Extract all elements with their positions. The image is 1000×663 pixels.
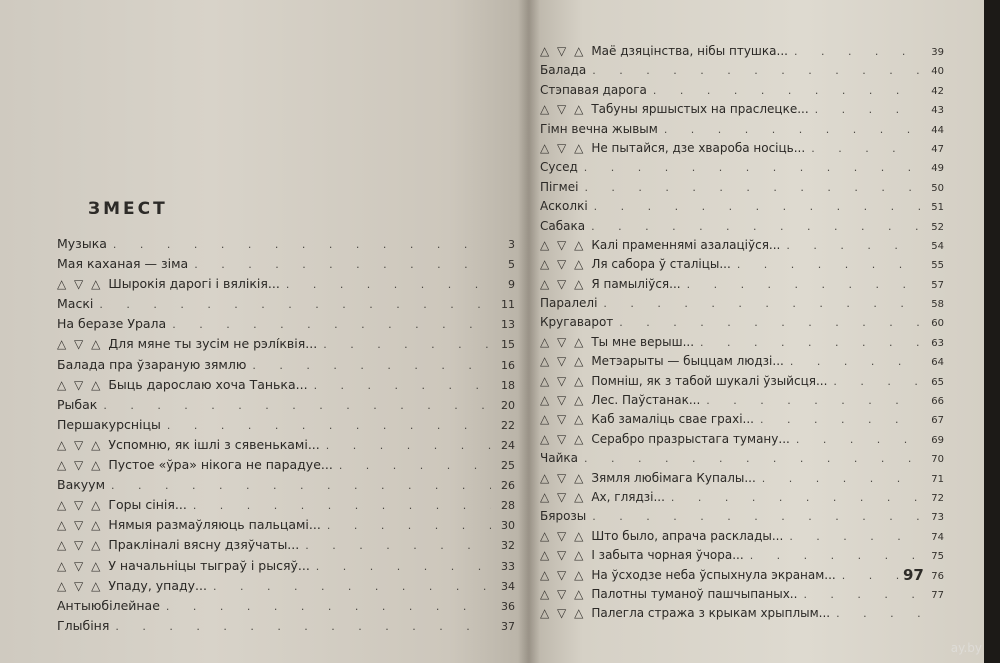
toc-entry-title: Музыка: [57, 236, 107, 251]
toc-entry-title: Маскі: [57, 296, 94, 312]
dot-leader: [103, 399, 491, 412]
toc-entry-page: 26: [501, 479, 515, 493]
toc-entry-page: 52: [931, 221, 944, 233]
toc-entry: [540, 529, 944, 548]
triangle-marker-icon: △ ▽ △: [540, 354, 586, 369]
dot-leader: [99, 298, 491, 311]
toc-entry-page: 3: [508, 238, 515, 251]
toc-entry-page: 37: [501, 619, 515, 633]
triangle-marker-icon: △ ▽ △: [57, 377, 103, 392]
toc-entry-title: Успомню, як ішлі з сявенькамі...: [108, 436, 320, 452]
toc-entry-page: 34: [501, 579, 515, 593]
toc-entry-title: Шырокія дарогі і вялікія...: [108, 276, 280, 292]
toc-entry-title: Палегла стража з крыкам хрыплым...: [591, 606, 831, 621]
dot-leader: [111, 479, 491, 492]
toc-entry-title: Помніш, як з табой шукалі ўзыйсця...: [591, 373, 828, 388]
triangle-marker-icon: △ ▽ △: [57, 538, 103, 553]
toc-entry-page: 15: [501, 338, 515, 352]
toc-entry: [57, 397, 515, 417]
dot-leader: [339, 459, 491, 472]
toc-entry: [540, 180, 944, 199]
toc-entry-title: Антыюбілейнае: [57, 597, 160, 613]
dot-leader: [323, 338, 491, 351]
toc-entry-title: Рыбак: [57, 396, 98, 412]
toc-entry-page: 24: [501, 438, 515, 452]
triangle-marker-icon: △ ▽ △: [540, 528, 586, 543]
toc-entry-title: Першакурсніцы: [57, 416, 161, 432]
dot-leader: [762, 472, 920, 485]
toc-entry-page: 44: [931, 124, 944, 136]
triangle-marker-icon: △ ▽ △: [540, 548, 586, 563]
toc-entry-page: 70: [931, 454, 944, 466]
toc-entry: [540, 471, 944, 490]
background-edge: [984, 0, 1000, 663]
toc-entry-page: 74: [931, 531, 944, 543]
toc-entry-title: Горы сінія...: [108, 497, 187, 513]
toc-entry-title: Я памыліўся...: [591, 276, 681, 291]
toc-entry-title: Балада: [540, 63, 587, 78]
toc-entry-page: 32: [501, 539, 515, 553]
toc-entry-page: 43: [931, 105, 944, 117]
toc-entry-page: 73: [931, 512, 944, 524]
page-number: 97: [903, 566, 924, 584]
toc-entry-title: Калі праменнямі азалаціўся...: [591, 237, 781, 252]
toc-entry-title: Мая каханая — зіма: [57, 256, 189, 272]
toc-entry: [57, 236, 515, 256]
toc-entry-title: Вакуум: [57, 477, 106, 493]
triangle-marker-icon: △ ▽ △: [57, 518, 103, 533]
toc-entry: [540, 374, 944, 393]
toc-entry-page: 47: [931, 143, 944, 155]
toc-entry-page: 60: [931, 318, 944, 330]
toc-entry-page: 25: [501, 459, 515, 473]
toc-entry-title: Стэпавая дарога: [540, 82, 647, 97]
dot-leader: [687, 278, 920, 291]
triangle-marker-icon: △ ▽ △: [540, 257, 586, 272]
triangle-marker-icon: △ ▽ △: [540, 489, 586, 504]
toc-entry: [540, 432, 944, 451]
toc-entry-title: Чайка: [540, 451, 578, 466]
dot-leader: [314, 379, 491, 392]
triangle-marker-icon: △ ▽ △: [57, 337, 103, 352]
toc-entry: [540, 412, 944, 431]
toc-entry-page: 51: [931, 202, 944, 214]
toc-entry-title: Сусед: [540, 160, 578, 175]
toc-entry-page: 49: [931, 163, 944, 175]
triangle-marker-icon: △ ▽ △: [57, 437, 103, 452]
toc-entry-page: 64: [931, 357, 944, 369]
dot-leader: [113, 238, 491, 251]
toc-entry: [540, 160, 944, 179]
toc-entry: [57, 276, 515, 296]
toc-entry-page: 54: [931, 240, 944, 252]
triangle-marker-icon: △ ▽ △: [540, 606, 586, 621]
dot-leader: [794, 45, 920, 58]
dot-leader: [760, 413, 920, 426]
toc-entry-title: На беразе Урала: [57, 316, 167, 332]
toc-entry-title: Балада пра ўзараную зямлю: [57, 356, 247, 372]
toc-entry-title: Каб замаліць свае грахі...: [591, 412, 754, 427]
dot-leader: [664, 123, 920, 136]
toc-left-column: [57, 236, 515, 638]
toc-title: ЗМЕСТ: [88, 199, 168, 219]
toc-entry-page: 30: [501, 519, 515, 533]
dot-leader: [796, 433, 920, 446]
toc-right-column: [540, 44, 944, 626]
toc-entry-title: Зямля любімага Купалы...: [591, 470, 756, 485]
toc-entry: [540, 606, 944, 625]
toc-entry: [540, 199, 944, 218]
toc-entry-title: Упаду, упаду...: [108, 577, 207, 593]
toc-entry-page: 9: [508, 278, 515, 292]
toc-entry-title: Гімн вечна жывым: [540, 121, 658, 136]
toc-entry-title: Маё дзяцінства, нібы птушка...: [591, 44, 788, 58]
toc-entry: [57, 537, 515, 557]
dot-leader: [737, 258, 920, 271]
toc-entry-page: 28: [501, 499, 515, 513]
dot-leader: [603, 297, 920, 310]
toc-entry: [540, 354, 944, 373]
triangle-marker-icon: △ ▽ △: [57, 277, 103, 292]
toc-entry: [57, 336, 515, 356]
dot-leader: [653, 84, 920, 97]
toc-entry: [540, 315, 944, 334]
dot-leader: [316, 560, 491, 573]
toc-entry-page: 5: [508, 258, 515, 272]
toc-entry: [57, 497, 515, 517]
dot-leader: [584, 452, 920, 465]
triangle-marker-icon: △ ▽ △: [57, 458, 103, 473]
dot-leader: [286, 278, 491, 291]
toc-entry: [57, 578, 515, 598]
toc-entry-title: Табуны яршыстых на праслецке...: [591, 102, 809, 117]
toc-entry: [540, 587, 944, 606]
triangle-marker-icon: △ ▽ △: [540, 412, 586, 427]
toc-entry-page: 50: [931, 182, 944, 194]
toc-entry-page: 22: [501, 418, 515, 432]
toc-entry: [540, 238, 944, 257]
toc-entry: [57, 296, 515, 316]
toc-entry: [540, 122, 944, 141]
toc-entry-title: Лес. Паўстанак...: [591, 393, 701, 408]
dot-leader: [172, 318, 491, 331]
book-gutter: [518, 0, 540, 663]
watermark: ay.by: [950, 641, 982, 655]
toc-entry: [540, 509, 944, 528]
toc-entry-title: Кругаварот: [540, 315, 614, 330]
toc-entry: [57, 377, 515, 397]
toc-entry: [540, 83, 944, 102]
dot-leader: [327, 519, 491, 532]
toc-entry: [540, 63, 944, 82]
toc-entry: [57, 457, 515, 477]
triangle-marker-icon: △ ▽ △: [540, 373, 586, 388]
toc-entry-title: Метэарыты — быццам людзі...: [591, 354, 784, 369]
toc-entry-page: 57: [931, 279, 944, 291]
toc-entry-page: 18: [501, 378, 515, 392]
toc-entry: [57, 316, 515, 336]
dot-leader: [326, 439, 491, 452]
toc-entry-title: І забыта чорная ўчора...: [591, 548, 744, 563]
dot-leader: [193, 499, 491, 512]
toc-entry-page: 75: [931, 551, 944, 563]
toc-entry: [57, 598, 515, 618]
dot-leader: [790, 355, 920, 368]
triangle-marker-icon: △ ▽ △: [540, 276, 586, 291]
dot-leader: [592, 64, 920, 77]
toc-entry-title: Пігмеі: [540, 179, 579, 194]
toc-entry-title: Сабака: [540, 218, 586, 233]
toc-entry-title: На ўсходзе неба ўспыхнула экранам...: [591, 567, 836, 582]
toc-entry: [540, 257, 944, 276]
toc-entry-title: Нямыя размаўляюць пальцамі...: [108, 517, 321, 533]
dot-leader: [815, 103, 920, 116]
toc-entry: [57, 437, 515, 457]
toc-entry-title: Быць дарослаю хоча Танька...: [108, 376, 308, 392]
toc-entry-page: 36: [501, 599, 515, 613]
toc-entry-title: Паралелі: [540, 296, 598, 311]
toc-entry: [57, 417, 515, 437]
dot-leader: [789, 530, 920, 543]
toc-entry: [540, 335, 944, 354]
dot-leader: [786, 239, 920, 252]
dot-leader: [811, 142, 920, 155]
triangle-marker-icon: △ ▽ △: [540, 44, 586, 58]
toc-entry-page: 42: [931, 85, 944, 97]
toc-entry-title: Ля сабора ў сталіцы...: [591, 257, 731, 272]
toc-entry: [540, 548, 944, 567]
toc-entry: [57, 618, 515, 638]
bleed-through-text: [270, 60, 520, 180]
toc-entry: [540, 490, 944, 509]
toc-entry: [540, 393, 944, 412]
dot-leader: [166, 600, 491, 613]
toc-entry: [540, 296, 944, 315]
toc-entry-page: 58: [931, 299, 944, 311]
toc-entry-page: 40: [931, 66, 944, 78]
toc-entry-page: 69: [931, 434, 944, 446]
toc-entry-title: Пустое «ўра» нікога не парадуе...: [108, 457, 333, 473]
toc-entry: [540, 44, 944, 63]
triangle-marker-icon: △ ▽ △: [540, 567, 586, 582]
dot-leader: [115, 620, 491, 633]
toc-entry-title: Для мяне ты зусім не рэлíквія...: [108, 336, 318, 352]
toc-entry-page: 72: [931, 492, 944, 504]
triangle-marker-icon: △ ▽ △: [57, 498, 103, 513]
triangle-marker-icon: △ ▽ △: [57, 558, 103, 573]
toc-entry-page: 33: [501, 559, 515, 573]
toc-entry-page: 65: [931, 376, 944, 388]
dot-leader: [584, 161, 920, 174]
toc-entry: [540, 141, 944, 160]
toc-entry-title: Ах, глядзі...: [591, 489, 665, 504]
toc-entry-page: 13: [501, 318, 515, 332]
toc-entry-page: 66: [931, 396, 944, 408]
dot-leader: [213, 580, 491, 593]
toc-entry-page: 77: [931, 589, 944, 601]
toc-entry-title: Бярозы: [540, 509, 587, 524]
toc-entry-title: Асколкі: [540, 199, 588, 214]
toc-entry: [540, 102, 944, 121]
toc-entry-title: Глыбіня: [57, 617, 110, 633]
triangle-marker-icon: △ ▽ △: [57, 578, 103, 593]
toc-entry: [57, 256, 515, 276]
dot-leader: [167, 419, 491, 432]
dot-leader: [584, 181, 920, 194]
toc-entry: [540, 451, 944, 470]
toc-entry-title: Не пытайся, дзе хвароба носіць...: [591, 140, 806, 155]
dot-leader: [833, 375, 920, 388]
dot-leader: [706, 394, 920, 407]
toc-entry-page: 63: [931, 337, 944, 349]
dot-leader: [750, 549, 920, 562]
toc-entry: [57, 477, 515, 497]
triangle-marker-icon: △ ▽ △: [540, 140, 586, 155]
dot-leader: [305, 539, 491, 552]
toc-entry-title: Палотны туманоў пашчыпаных..: [591, 586, 798, 601]
toc-entry-page: 55: [931, 260, 944, 272]
triangle-marker-icon: △ ▽ △: [540, 334, 586, 349]
dot-leader: [671, 491, 920, 504]
toc-entry-title: Серабро празрыстага туману...: [591, 431, 790, 446]
dot-leader: [594, 200, 920, 213]
triangle-marker-icon: △ ▽ △: [540, 102, 586, 117]
toc-entry-page: 71: [931, 473, 944, 485]
toc-entry: [57, 357, 515, 377]
toc-entry-page: 67: [931, 415, 944, 427]
triangle-marker-icon: △ ▽ △: [540, 431, 586, 446]
dot-leader: [592, 510, 920, 523]
toc-entry-page: 16: [501, 358, 515, 372]
dot-leader: [252, 359, 491, 372]
toc-entry-title: Ты мне верыш...: [591, 334, 695, 349]
toc-entry: [540, 277, 944, 296]
dot-leader: [803, 588, 920, 601]
toc-entry: [57, 517, 515, 537]
dot-leader: [591, 220, 920, 233]
toc-entry: [57, 558, 515, 578]
triangle-marker-icon: △ ▽ △: [540, 586, 586, 601]
toc-entry: [540, 568, 944, 587]
toc-entry-page: 20: [501, 398, 515, 412]
triangle-marker-icon: △ ▽ △: [540, 393, 586, 408]
dot-leader: [836, 607, 920, 620]
triangle-marker-icon: △ ▽ △: [540, 470, 586, 485]
toc-entry-title: Пракліналі вясну дзяўчаты...: [108, 537, 300, 553]
toc-entry-page: 39: [931, 47, 944, 58]
triangle-marker-icon: △ ▽ △: [540, 237, 586, 252]
toc-entry-page: 76: [931, 570, 944, 582]
toc-entry-title: Што было, апрача расклады...: [591, 528, 784, 543]
dot-leader: [700, 336, 920, 349]
dot-leader: [194, 258, 491, 271]
dot-leader: [619, 316, 920, 329]
toc-entry-page: 11: [501, 298, 515, 312]
toc-entry-title: У начальніцы тыграў і рысяў...: [108, 557, 310, 573]
toc-entry: [540, 219, 944, 238]
